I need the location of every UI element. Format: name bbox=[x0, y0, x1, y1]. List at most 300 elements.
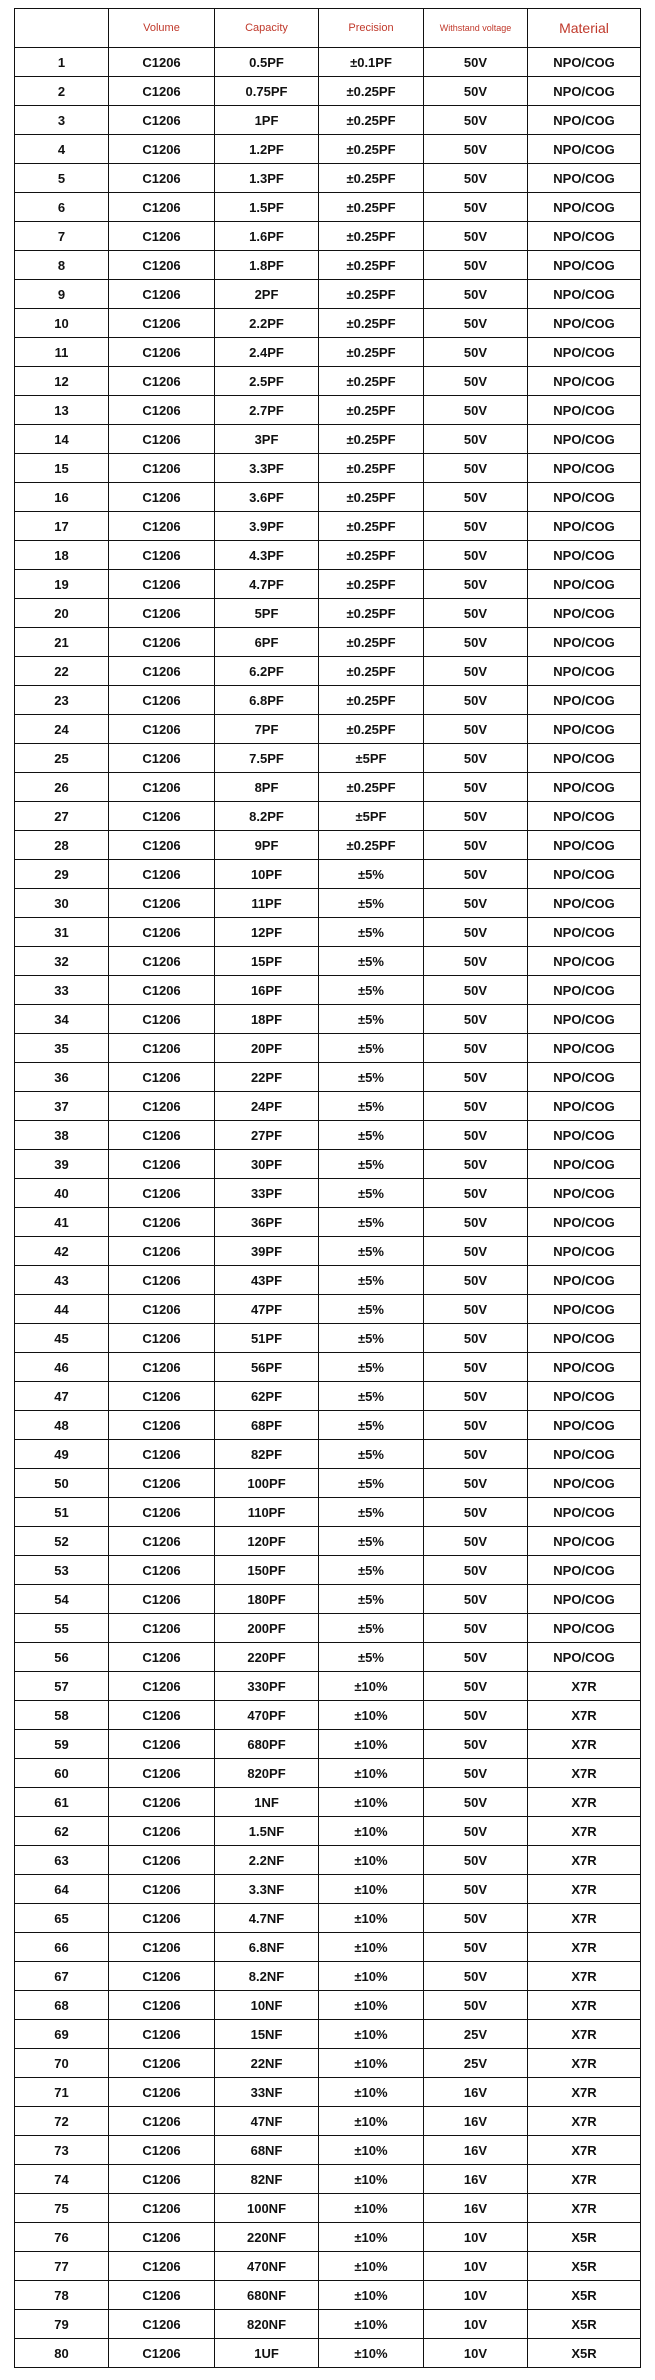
cell-voltage: 50V bbox=[424, 135, 528, 164]
cell-capacity: 18PF bbox=[215, 1005, 319, 1034]
cell-precision: ±5% bbox=[319, 1440, 424, 1469]
header-withstand-voltage: Withstand voltage bbox=[424, 9, 528, 48]
cell-precision: ±10% bbox=[319, 1933, 424, 1962]
cell-capacity: 51PF bbox=[215, 1324, 319, 1353]
cell-volume: C1206 bbox=[109, 48, 215, 77]
capacitor-spec-table bbox=[14, 8, 641, 2368]
cell-voltage: 50V bbox=[424, 1701, 528, 1730]
cell-index: 52 bbox=[15, 1527, 109, 1556]
cell-capacity: 6.8PF bbox=[215, 686, 319, 715]
cell-material: NPO/COG bbox=[528, 1237, 641, 1266]
cell-precision: ±10% bbox=[319, 1759, 424, 1788]
table-row bbox=[15, 2136, 641, 2165]
cell-index: 57 bbox=[15, 1672, 109, 1701]
cell-capacity: 0.5PF bbox=[215, 48, 319, 77]
cell-index: 50 bbox=[15, 1469, 109, 1498]
cell-voltage: 50V bbox=[424, 48, 528, 77]
cell-volume: C1206 bbox=[109, 106, 215, 135]
table-row bbox=[15, 396, 641, 425]
cell-precision: ±5% bbox=[319, 1382, 424, 1411]
cell-capacity: 3.3PF bbox=[215, 454, 319, 483]
cell-voltage: 10V bbox=[424, 2339, 528, 2368]
table-row bbox=[15, 2223, 641, 2252]
cell-material: NPO/COG bbox=[528, 1498, 641, 1527]
cell-volume: C1206 bbox=[109, 1005, 215, 1034]
cell-index: 69 bbox=[15, 2020, 109, 2049]
header-material: Material bbox=[528, 9, 641, 48]
cell-material: NPO/COG bbox=[528, 338, 641, 367]
table-row bbox=[15, 193, 641, 222]
cell-material: X7R bbox=[528, 1672, 641, 1701]
cell-precision: ±10% bbox=[319, 2339, 424, 2368]
cell-voltage: 50V bbox=[424, 628, 528, 657]
cell-index: 55 bbox=[15, 1614, 109, 1643]
cell-volume: C1206 bbox=[109, 483, 215, 512]
cell-volume: C1206 bbox=[109, 2252, 215, 2281]
table-row bbox=[15, 1817, 641, 1846]
cell-index: 23 bbox=[15, 686, 109, 715]
cell-capacity: 1NF bbox=[215, 1788, 319, 1817]
cell-volume: C1206 bbox=[109, 251, 215, 280]
cell-volume: C1206 bbox=[109, 2281, 215, 2310]
cell-capacity: 1.5PF bbox=[215, 193, 319, 222]
cell-material: NPO/COG bbox=[528, 512, 641, 541]
cell-volume: C1206 bbox=[109, 1991, 215, 2020]
cell-material: NPO/COG bbox=[528, 541, 641, 570]
table-row bbox=[15, 1092, 641, 1121]
cell-volume: C1206 bbox=[109, 135, 215, 164]
cell-index: 47 bbox=[15, 1382, 109, 1411]
cell-index: 65 bbox=[15, 1904, 109, 1933]
cell-volume: C1206 bbox=[109, 1179, 215, 1208]
cell-index: 7 bbox=[15, 222, 109, 251]
cell-voltage: 50V bbox=[424, 1817, 528, 1846]
cell-voltage: 25V bbox=[424, 2049, 528, 2078]
cell-precision: ±0.25PF bbox=[319, 715, 424, 744]
cell-index: 27 bbox=[15, 802, 109, 831]
cell-capacity: 4.7NF bbox=[215, 1904, 319, 1933]
table-row bbox=[15, 1614, 641, 1643]
cell-precision: ±5% bbox=[319, 889, 424, 918]
cell-voltage: 50V bbox=[424, 1440, 528, 1469]
cell-voltage: 50V bbox=[424, 1730, 528, 1759]
cell-precision: ±0.25PF bbox=[319, 280, 424, 309]
cell-capacity: 33PF bbox=[215, 1179, 319, 1208]
cell-material: NPO/COG bbox=[528, 483, 641, 512]
cell-index: 19 bbox=[15, 570, 109, 599]
table-row bbox=[15, 2107, 641, 2136]
table-row bbox=[15, 1846, 641, 1875]
cell-voltage: 50V bbox=[424, 1295, 528, 1324]
cell-volume: C1206 bbox=[109, 1121, 215, 1150]
cell-voltage: 50V bbox=[424, 860, 528, 889]
cell-volume: C1206 bbox=[109, 1788, 215, 1817]
cell-precision: ±5% bbox=[319, 976, 424, 1005]
cell-voltage: 10V bbox=[424, 2281, 528, 2310]
cell-capacity: 3PF bbox=[215, 425, 319, 454]
cell-precision: ±5% bbox=[319, 1179, 424, 1208]
cell-precision: ±0.25PF bbox=[319, 251, 424, 280]
cell-precision: ±10% bbox=[319, 1991, 424, 2020]
table-row bbox=[15, 947, 641, 976]
cell-capacity: 47NF bbox=[215, 2107, 319, 2136]
cell-index: 12 bbox=[15, 367, 109, 396]
table-row bbox=[15, 628, 641, 657]
cell-volume: C1206 bbox=[109, 309, 215, 338]
cell-index: 30 bbox=[15, 889, 109, 918]
cell-precision: ±10% bbox=[319, 2165, 424, 2194]
cell-index: 70 bbox=[15, 2049, 109, 2078]
cell-capacity: 12PF bbox=[215, 918, 319, 947]
cell-volume: C1206 bbox=[109, 2078, 215, 2107]
cell-precision: ±5% bbox=[319, 1556, 424, 1585]
cell-capacity: 470PF bbox=[215, 1701, 319, 1730]
cell-index: 80 bbox=[15, 2339, 109, 2368]
cell-precision: ±5% bbox=[319, 1643, 424, 1672]
cell-precision: ±10% bbox=[319, 1672, 424, 1701]
cell-capacity: 27PF bbox=[215, 1121, 319, 1150]
table-row bbox=[15, 976, 641, 1005]
cell-index: 10 bbox=[15, 309, 109, 338]
table-row bbox=[15, 1730, 641, 1759]
cell-index: 45 bbox=[15, 1324, 109, 1353]
cell-precision: ±5% bbox=[319, 918, 424, 947]
header-precision: Precision bbox=[319, 9, 424, 48]
cell-material: NPO/COG bbox=[528, 396, 641, 425]
cell-capacity: 68PF bbox=[215, 1411, 319, 1440]
cell-material: NPO/COG bbox=[528, 860, 641, 889]
cell-volume: C1206 bbox=[109, 1266, 215, 1295]
cell-voltage: 50V bbox=[424, 1614, 528, 1643]
cell-material: X5R bbox=[528, 2223, 641, 2252]
cell-precision: ±0.25PF bbox=[319, 512, 424, 541]
cell-capacity: 22PF bbox=[215, 1063, 319, 1092]
cell-material: NPO/COG bbox=[528, 367, 641, 396]
cell-voltage: 10V bbox=[424, 2252, 528, 2281]
cell-material: NPO/COG bbox=[528, 657, 641, 686]
cell-volume: C1206 bbox=[109, 1150, 215, 1179]
cell-precision: ±0.25PF bbox=[319, 483, 424, 512]
cell-voltage: 10V bbox=[424, 2223, 528, 2252]
cell-voltage: 50V bbox=[424, 1846, 528, 1875]
table-row bbox=[15, 1237, 641, 1266]
cell-volume: C1206 bbox=[109, 1817, 215, 1846]
cell-material: X7R bbox=[528, 1962, 641, 1991]
cell-index: 1 bbox=[15, 48, 109, 77]
table-row bbox=[15, 1063, 641, 1092]
table-row bbox=[15, 1701, 641, 1730]
cell-voltage: 50V bbox=[424, 1179, 528, 1208]
cell-precision: ±10% bbox=[319, 2252, 424, 2281]
cell-precision: ±10% bbox=[319, 1904, 424, 1933]
cell-index: 29 bbox=[15, 860, 109, 889]
table-row bbox=[15, 1672, 641, 1701]
cell-voltage: 10V bbox=[424, 2310, 528, 2339]
cell-volume: C1206 bbox=[109, 1672, 215, 1701]
cell-capacity: 1.5NF bbox=[215, 1817, 319, 1846]
cell-precision: ±0.25PF bbox=[319, 338, 424, 367]
header-index bbox=[15, 9, 109, 48]
cell-material: NPO/COG bbox=[528, 251, 641, 280]
cell-capacity: 110PF bbox=[215, 1498, 319, 1527]
cell-voltage: 50V bbox=[424, 1092, 528, 1121]
cell-volume: C1206 bbox=[109, 2020, 215, 2049]
cell-precision: ±5% bbox=[319, 1324, 424, 1353]
cell-volume: C1206 bbox=[109, 367, 215, 396]
cell-volume: C1206 bbox=[109, 2049, 215, 2078]
cell-precision: ±10% bbox=[319, 2310, 424, 2339]
cell-capacity: 4.3PF bbox=[215, 541, 319, 570]
table-row bbox=[15, 1324, 641, 1353]
cell-voltage: 50V bbox=[424, 1208, 528, 1237]
cell-voltage: 16V bbox=[424, 2194, 528, 2223]
cell-precision: ±5% bbox=[319, 1208, 424, 1237]
cell-material: NPO/COG bbox=[528, 599, 641, 628]
cell-capacity: 1.3PF bbox=[215, 164, 319, 193]
table-row bbox=[15, 1991, 641, 2020]
cell-voltage: 50V bbox=[424, 1266, 528, 1295]
table-row bbox=[15, 686, 641, 715]
cell-capacity: 62PF bbox=[215, 1382, 319, 1411]
cell-index: 64 bbox=[15, 1875, 109, 1904]
cell-capacity: 8PF bbox=[215, 773, 319, 802]
cell-material: NPO/COG bbox=[528, 1469, 641, 1498]
cell-volume: C1206 bbox=[109, 1585, 215, 1614]
cell-capacity: 6.2PF bbox=[215, 657, 319, 686]
cell-capacity: 0.75PF bbox=[215, 77, 319, 106]
cell-volume: C1206 bbox=[109, 1759, 215, 1788]
cell-capacity: 1PF bbox=[215, 106, 319, 135]
cell-capacity: 15PF bbox=[215, 947, 319, 976]
table-row bbox=[15, 2281, 641, 2310]
cell-voltage: 50V bbox=[424, 599, 528, 628]
cell-voltage: 50V bbox=[424, 338, 528, 367]
cell-capacity: 680PF bbox=[215, 1730, 319, 1759]
cell-precision: ±0.25PF bbox=[319, 425, 424, 454]
cell-index: 35 bbox=[15, 1034, 109, 1063]
cell-material: NPO/COG bbox=[528, 454, 641, 483]
cell-volume: C1206 bbox=[109, 1382, 215, 1411]
cell-voltage: 50V bbox=[424, 309, 528, 338]
cell-capacity: 39PF bbox=[215, 1237, 319, 1266]
cell-index: 25 bbox=[15, 744, 109, 773]
cell-voltage: 50V bbox=[424, 1991, 528, 2020]
table-row bbox=[15, 164, 641, 193]
table-body bbox=[15, 48, 641, 2368]
cell-material: X5R bbox=[528, 2281, 641, 2310]
cell-index: 59 bbox=[15, 1730, 109, 1759]
table-row bbox=[15, 1643, 641, 1672]
cell-index: 77 bbox=[15, 2252, 109, 2281]
cell-index: 39 bbox=[15, 1150, 109, 1179]
cell-index: 4 bbox=[15, 135, 109, 164]
cell-voltage: 16V bbox=[424, 2136, 528, 2165]
header-volume: Volume bbox=[109, 9, 215, 48]
cell-material: NPO/COG bbox=[528, 918, 641, 947]
cell-voltage: 50V bbox=[424, 1034, 528, 1063]
cell-volume: C1206 bbox=[109, 1063, 215, 1092]
cell-precision: ±5% bbox=[319, 1237, 424, 1266]
cell-voltage: 50V bbox=[424, 657, 528, 686]
cell-volume: C1206 bbox=[109, 280, 215, 309]
cell-material: X7R bbox=[528, 1846, 641, 1875]
cell-index: 43 bbox=[15, 1266, 109, 1295]
cell-voltage: 50V bbox=[424, 1237, 528, 1266]
cell-material: X7R bbox=[528, 2107, 641, 2136]
cell-capacity: 220PF bbox=[215, 1643, 319, 1672]
cell-precision: ±0.25PF bbox=[319, 164, 424, 193]
cell-volume: C1206 bbox=[109, 2339, 215, 2368]
table-row bbox=[15, 1266, 641, 1295]
cell-precision: ±0.25PF bbox=[319, 686, 424, 715]
cell-precision: ±10% bbox=[319, 1846, 424, 1875]
cell-index: 49 bbox=[15, 1440, 109, 1469]
cell-index: 20 bbox=[15, 599, 109, 628]
cell-material: X7R bbox=[528, 1759, 641, 1788]
table-row bbox=[15, 1962, 641, 1991]
table-row bbox=[15, 2339, 641, 2368]
cell-voltage: 50V bbox=[424, 1933, 528, 1962]
cell-volume: C1206 bbox=[109, 599, 215, 628]
cell-material: NPO/COG bbox=[528, 164, 641, 193]
cell-capacity: 8.2NF bbox=[215, 1962, 319, 1991]
cell-volume: C1206 bbox=[109, 164, 215, 193]
cell-precision: ±5% bbox=[319, 1585, 424, 1614]
cell-voltage: 50V bbox=[424, 512, 528, 541]
cell-index: 18 bbox=[15, 541, 109, 570]
table-row bbox=[15, 1904, 641, 1933]
cell-material: NPO/COG bbox=[528, 1295, 641, 1324]
cell-precision: ±5% bbox=[319, 1063, 424, 1092]
table-row bbox=[15, 715, 641, 744]
cell-precision: ±5% bbox=[319, 1005, 424, 1034]
table-row bbox=[15, 1179, 641, 1208]
cell-voltage: 50V bbox=[424, 280, 528, 309]
cell-index: 63 bbox=[15, 1846, 109, 1875]
table-row bbox=[15, 1295, 641, 1324]
cell-precision: ±5% bbox=[319, 1150, 424, 1179]
cell-precision: ±5% bbox=[319, 860, 424, 889]
cell-material: NPO/COG bbox=[528, 1179, 641, 1208]
cell-precision: ±10% bbox=[319, 2107, 424, 2136]
cell-index: 24 bbox=[15, 715, 109, 744]
cell-precision: ±10% bbox=[319, 1788, 424, 1817]
cell-voltage: 50V bbox=[424, 802, 528, 831]
cell-material: NPO/COG bbox=[528, 1527, 641, 1556]
cell-capacity: 1.6PF bbox=[215, 222, 319, 251]
cell-index: 36 bbox=[15, 1063, 109, 1092]
cell-material: NPO/COG bbox=[528, 309, 641, 338]
cell-index: 60 bbox=[15, 1759, 109, 1788]
cell-voltage: 50V bbox=[424, 1643, 528, 1672]
table-row bbox=[15, 1150, 641, 1179]
cell-volume: C1206 bbox=[109, 976, 215, 1005]
header-capacity: Capacity bbox=[215, 9, 319, 48]
cell-precision: ±5% bbox=[319, 1353, 424, 1382]
cell-index: 74 bbox=[15, 2165, 109, 2194]
cell-voltage: 50V bbox=[424, 1556, 528, 1585]
cell-capacity: 820NF bbox=[215, 2310, 319, 2339]
cell-precision: ±5PF bbox=[319, 802, 424, 831]
cell-index: 53 bbox=[15, 1556, 109, 1585]
table-row bbox=[15, 1759, 641, 1788]
cell-volume: C1206 bbox=[109, 1092, 215, 1121]
cell-precision: ±0.1PF bbox=[319, 48, 424, 77]
cell-index: 21 bbox=[15, 628, 109, 657]
cell-precision: ±10% bbox=[319, 2194, 424, 2223]
cell-material: X7R bbox=[528, 2136, 641, 2165]
cell-voltage: 50V bbox=[424, 1672, 528, 1701]
cell-index: 37 bbox=[15, 1092, 109, 1121]
table-row bbox=[15, 309, 641, 338]
cell-index: 61 bbox=[15, 1788, 109, 1817]
cell-material: NPO/COG bbox=[528, 1353, 641, 1382]
cell-volume: C1206 bbox=[109, 1701, 215, 1730]
cell-precision: ±0.25PF bbox=[319, 541, 424, 570]
cell-volume: C1206 bbox=[109, 77, 215, 106]
cell-volume: C1206 bbox=[109, 2223, 215, 2252]
cell-material: NPO/COG bbox=[528, 1614, 641, 1643]
cell-index: 71 bbox=[15, 2078, 109, 2107]
cell-capacity: 8.2PF bbox=[215, 802, 319, 831]
cell-index: 9 bbox=[15, 280, 109, 309]
cell-index: 56 bbox=[15, 1643, 109, 1672]
cell-material: X5R bbox=[528, 2339, 641, 2368]
cell-material: NPO/COG bbox=[528, 1063, 641, 1092]
cell-capacity: 82PF bbox=[215, 1440, 319, 1469]
cell-voltage: 50V bbox=[424, 773, 528, 802]
table-row bbox=[15, 918, 641, 947]
cell-voltage: 50V bbox=[424, 1469, 528, 1498]
cell-precision: ±5PF bbox=[319, 744, 424, 773]
table-row bbox=[15, 570, 641, 599]
cell-volume: C1206 bbox=[109, 222, 215, 251]
cell-index: 58 bbox=[15, 1701, 109, 1730]
table-row bbox=[15, 657, 641, 686]
cell-capacity: 1UF bbox=[215, 2339, 319, 2368]
cell-volume: C1206 bbox=[109, 947, 215, 976]
cell-precision: ±10% bbox=[319, 2136, 424, 2165]
table-row bbox=[15, 744, 641, 773]
cell-material: NPO/COG bbox=[528, 744, 641, 773]
cell-index: 51 bbox=[15, 1498, 109, 1527]
table-row bbox=[15, 222, 641, 251]
cell-index: 76 bbox=[15, 2223, 109, 2252]
cell-index: 5 bbox=[15, 164, 109, 193]
cell-volume: C1206 bbox=[109, 570, 215, 599]
cell-volume: C1206 bbox=[109, 1440, 215, 1469]
cell-voltage: 50V bbox=[424, 1788, 528, 1817]
cell-index: 33 bbox=[15, 976, 109, 1005]
cell-voltage: 50V bbox=[424, 251, 528, 280]
cell-volume: C1206 bbox=[109, 1933, 215, 1962]
table-row bbox=[15, 1933, 641, 1962]
table-row bbox=[15, 1527, 641, 1556]
cell-precision: ±0.25PF bbox=[319, 367, 424, 396]
cell-capacity: 2PF bbox=[215, 280, 319, 309]
cell-capacity: 220NF bbox=[215, 2223, 319, 2252]
cell-voltage: 50V bbox=[424, 1962, 528, 1991]
cell-voltage: 50V bbox=[424, 976, 528, 1005]
cell-voltage: 50V bbox=[424, 193, 528, 222]
cell-precision: ±5% bbox=[319, 1295, 424, 1324]
cell-index: 79 bbox=[15, 2310, 109, 2339]
table-row bbox=[15, 77, 641, 106]
table-row bbox=[15, 889, 641, 918]
cell-precision: ±5% bbox=[319, 1266, 424, 1295]
cell-capacity: 43PF bbox=[215, 1266, 319, 1295]
table-row bbox=[15, 425, 641, 454]
